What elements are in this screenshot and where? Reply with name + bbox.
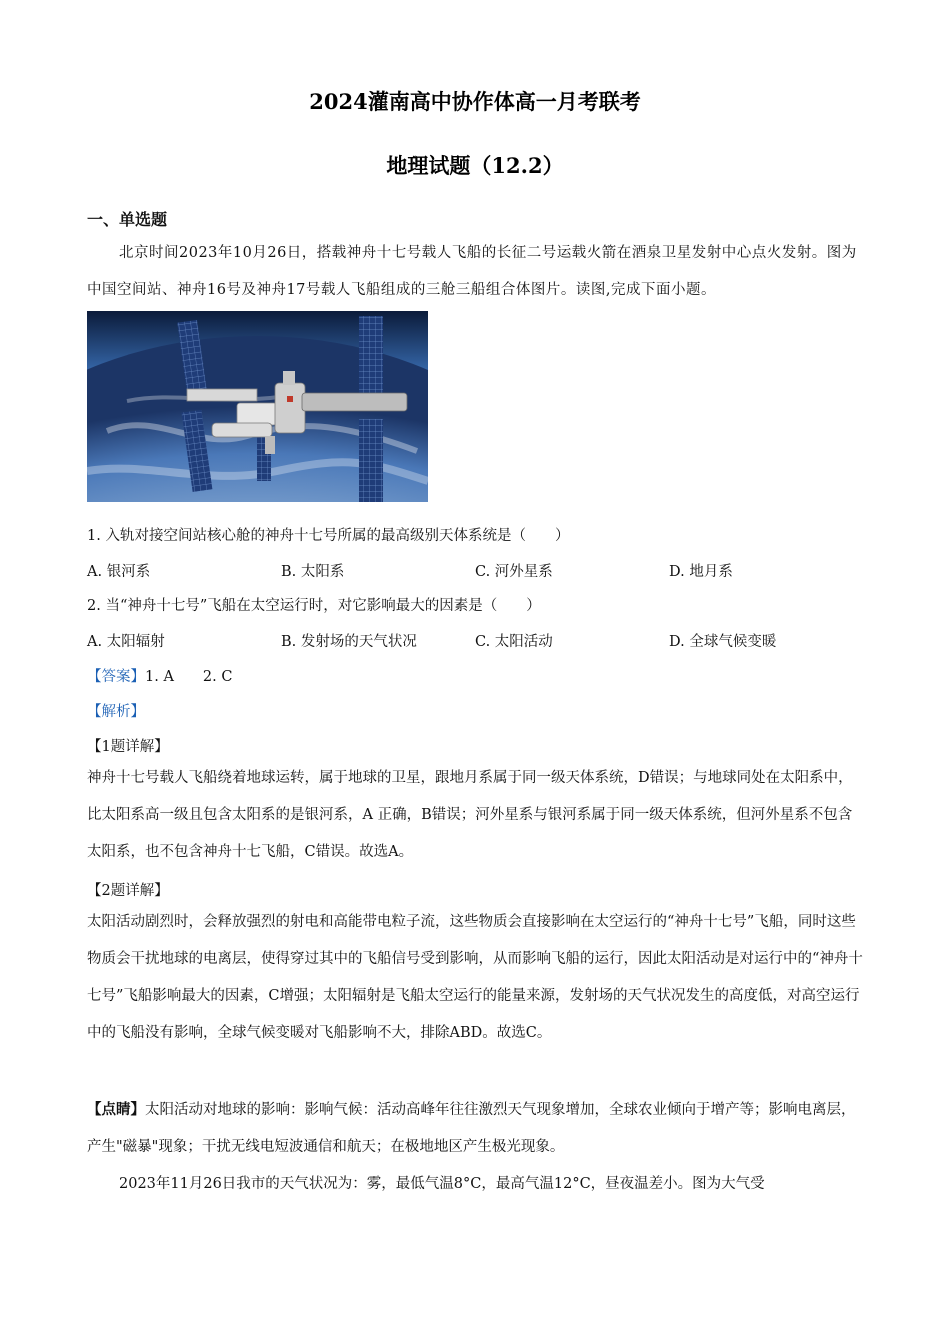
intro-paragraph: 北京时间2023年10月26日，搭载神舟十七号载人飞船的长征二号运载火箭在酒泉卫星发射中心点火发射。图为中国空间站、神舟16号及神舟17号载人飞船组成的三舱三船组合体图片。读图,完成下面小题。 [87,245,857,298]
analysis-label: 【解析】 [87,704,145,720]
question-2-stem: 2. 当“神舟十七号”飞船在太空运行时，对它影响最大的因素是（ ） [87,598,541,614]
space-station-image [87,311,428,502]
note-label: 【点睛】 [87,1101,145,1118]
q2-option-d: D. 全球气候变暖 [669,634,777,650]
q2-option-c: C. 太阳活动 [475,634,553,650]
q1-option-a: A. 银河系 [87,564,151,580]
document-title: 2024灌南高中协作体高一月考联考 [309,89,641,114]
question-1-stem: 1. 入轨对接空间站核心舱的神舟十七号所属的最高级别天体系统是（ ） [87,528,570,544]
section-heading: 一、单选题 [87,210,168,229]
document-subtitle: 地理试题（12.2） [386,153,564,178]
q2-detail-text: 太阳活动剧烈时，会释放强烈的射电和高能带电粒子流，这些物质会直接影响在太空运行的“神舟十七号”飞船，同时这些物质会干扰地球的电离层，使得穿过其中的飞船信号受到影响，从而影响飞船的运行，因此太阳活动是对运行中的“神舟十七号”飞船影响最大的因素，C增强；太阳辐射是飞船太空运行的能量来源，发射场的天气状况发生的高度低，对高空运行中的飞船没有影响，全球气候变暖对飞船影响不大，排除ABD。故选C。 [87,914,863,1041]
note-text: 太阳活动对地球的影响：影响气候：活动高峰年往往激烈天气现象增加，全球农业倾向于增产等；影响电离层，产生"磁暴"现象；干扰无线电短波通信和航天；在极地地区产生极光现象。 [87,1102,856,1155]
q2-option-a: A. 太阳辐射 [87,634,165,650]
answer-label: 【答案】 [87,669,145,685]
q1-detail-text: 神舟十七号载人飞船绕着地球运转，属于地球的卫星，跟地月系属于同一级天体系统，D错误；与地球同处在太阳系中，比太阳系高一级且包含太阳系的是银河系，A 正确，B错误；河外星系与银河系属于同一级天体系统，但河外星系不包含太阳系，也不包含神舟十七飞船，C错误。故选A。 [87,770,853,860]
answer-line [87,665,232,686]
q1-option-d: D. 地月系 [669,564,733,580]
q1-option-c: C. 河外星系 [475,564,553,580]
q1-option-b: B. 太阳系 [281,564,345,580]
q1-detail-heading: 【1题详解】 [87,739,169,755]
note-paragraph [87,1091,863,1166]
q2-option-b: B. 发射场的天气状况 [281,634,417,650]
q2-detail-heading: 【2题详解】 [87,883,169,899]
next-question-intro: 2023年11月26日我市的天气状况为：雾，最低气温8°C，最高气温12°C，昼夜温差小。图为大气受 [119,1176,765,1192]
answer-text: 1. A 2. C [145,669,233,685]
